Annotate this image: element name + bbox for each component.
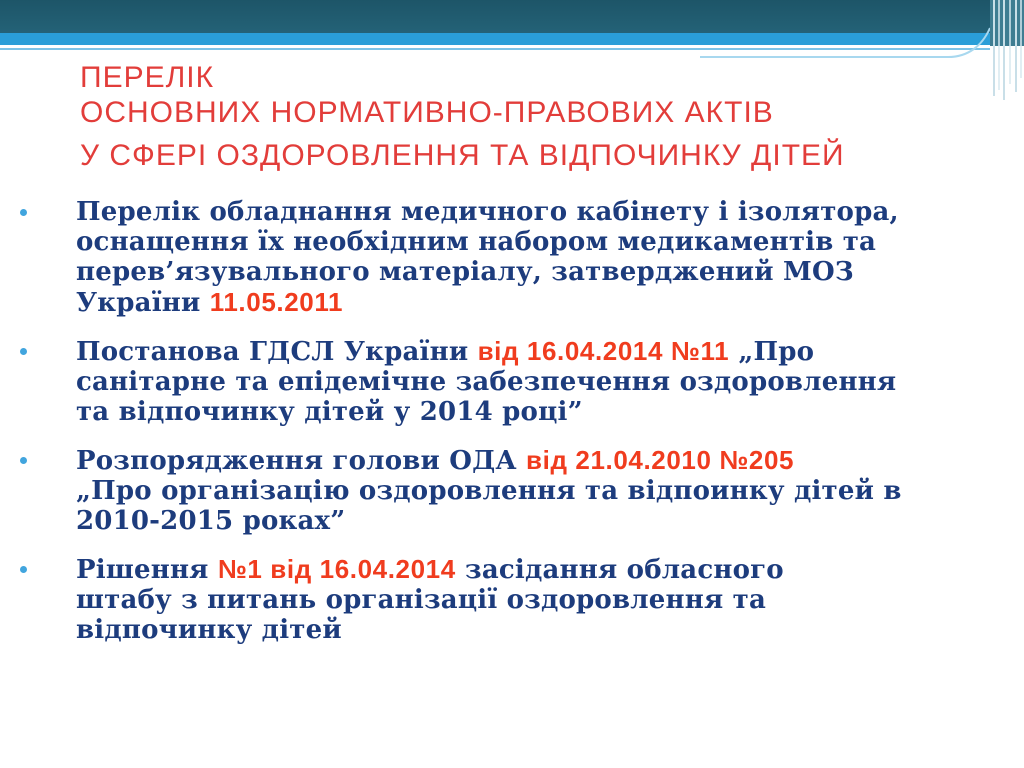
bullet-dot-icon	[20, 348, 27, 355]
bullet-text: „Про	[729, 337, 815, 367]
bullet-item-equipment-list	[76, 197, 1001, 318]
bullet-line	[76, 287, 1001, 318]
highlighted-reference: №1 від 16.04.2014	[217, 554, 456, 584]
bullet-text: штабу з питань організації оздоровлення та	[76, 585, 766, 615]
bullet-text: санітарне та епідемічне забезпечення оздоровлення	[76, 367, 897, 397]
bullet-line	[76, 367, 1001, 397]
bullet-text: оснащення їх необхідним набором медикаментів та	[76, 227, 877, 257]
bullet-dot-icon	[20, 566, 27, 573]
bullet-text: 2010-2015 роках”	[76, 506, 346, 536]
slide-title-line-2: ОСНОВНИХ НОРМАТИВНО-ПРАВОВИХ АКТІВ	[80, 96, 774, 129]
bullet-dot-icon	[20, 457, 27, 464]
highlighted-reference: від 16.04.2014 №11	[477, 336, 730, 366]
header-band	[0, 0, 1024, 57]
bullet-line	[76, 397, 1001, 427]
bullet-item-decision	[76, 554, 1001, 645]
slide-title-line-1: ПЕРЕЛІК	[80, 61, 215, 94]
bullet-line	[76, 227, 1001, 257]
bullet-line	[76, 554, 1001, 585]
highlighted-date: 11.05.2011	[209, 287, 344, 317]
bullet-text: перев’язувального матеріалу, затверджений МОЗ	[76, 257, 854, 287]
bullet-line	[76, 615, 1001, 645]
bullet-list	[76, 197, 1001, 663]
bullet-text: Перелік обладнання медичного кабінету і ізолятора,	[76, 197, 899, 227]
bullet-line	[76, 197, 1001, 227]
bullet-line	[76, 257, 1001, 287]
highlighted-reference: від 21.04.2010 №205	[526, 445, 795, 475]
bullet-text: відпочинку дітей	[76, 615, 342, 645]
bullet-dot-icon	[20, 209, 27, 216]
bullet-text: Постанова ГДСЛ України	[76, 337, 478, 367]
bullet-line	[76, 476, 1001, 506]
bullet-text: України	[76, 288, 210, 318]
bullet-item-resolution	[76, 336, 1001, 427]
bullet-item-order	[76, 445, 1001, 536]
bullet-line	[76, 336, 1001, 367]
bullet-text: засідання обласного	[455, 555, 784, 585]
bullet-text: Розпорядження голови ОДА	[76, 446, 527, 476]
bullet-text: „Про організацію оздоровлення та відпоинку дітей в	[76, 476, 902, 506]
slide-title-line-3: У СФЕРІ ОЗДОРОВЛЕННЯ ТА ВІДПОЧИНКУ ДІТЕЙ	[80, 139, 845, 172]
bullet-line	[76, 445, 1001, 476]
bullet-text: Рішення	[76, 555, 218, 585]
right-edge-stripes	[990, 0, 1024, 100]
bullet-line	[76, 585, 1001, 615]
bullet-text: та відпочинку дітей у 2014 році”	[76, 397, 583, 427]
bullet-line	[76, 506, 1001, 536]
